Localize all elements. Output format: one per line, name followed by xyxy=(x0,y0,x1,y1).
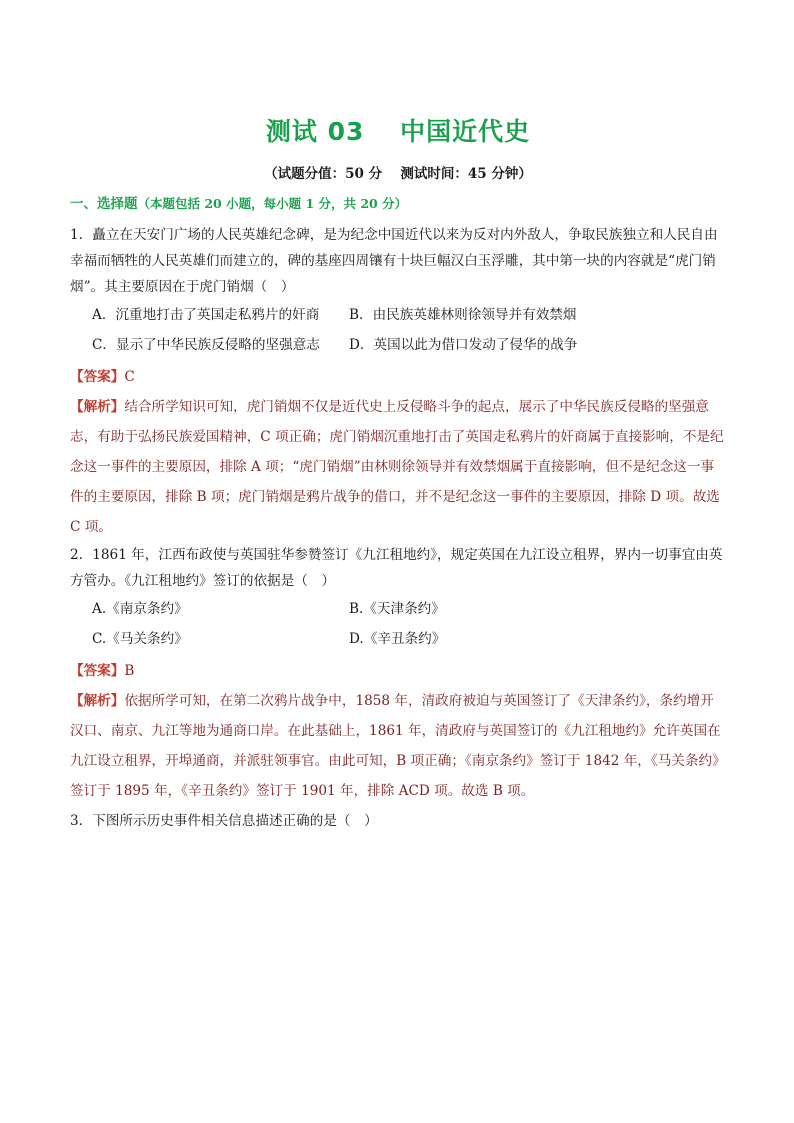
question-1-stem: 1．矗立在天安门广场的人民英雄纪念碑，是为纪念中国近代以来为反对内外敌人，争取民族独立和人民自由幸福而牺牲的人民英雄们而建立的，碑的基座四周镶有十块巨幅汉白玉浮雕，其中第一块的内容就是“虎门销烟”。其主要原因在于虎门销烟（ ） xyxy=(70,227,718,295)
question-2-option-a: A.《南京条约》 xyxy=(92,601,188,617)
question-1-option-a: A．沉重地打击了英国走私鸦片的奸商 xyxy=(92,307,320,323)
section-heading xyxy=(70,192,726,212)
question-2-option-b: B.《天津条约》 xyxy=(349,601,445,617)
question-2-options xyxy=(70,594,726,654)
document-page xyxy=(70,112,726,836)
question-2-stem: 2．1861 年，江西布政使与英国驻华参赞签订《九江租地约》，规定英国在九江设立租界，界内一切事宜由英方管办。《九江租地约》签订的依据是（ ） xyxy=(70,547,723,589)
question-1-option-b: B．由民族英雄林则徐领导并有效禁烟 xyxy=(349,307,577,323)
section-note: （本题包括 20 小题，每小题 1 分，共 20 分） xyxy=(137,196,408,211)
question-2 xyxy=(70,542,726,806)
question-1-explanation xyxy=(70,392,726,542)
answer-value: C xyxy=(124,369,135,385)
question-3-stem: 3．下图所示历史事件相关信息描述正确的是（ ） xyxy=(70,813,378,829)
question-2-answer xyxy=(70,656,726,686)
question-1-answer xyxy=(70,362,726,392)
explanation-tag: 【解析】 xyxy=(70,693,125,709)
explanation-text: 结合所学知识可知，虎门销烟不仅是近代史上反侵略斗争的起点，展示了中华民族反侵略的坚强意志，有助于弘扬民族爱国精神，C 项正确；虎门销烟沉重地打击了英国走私鸦片的奸商属于直接影响，不是纪念这一事件的主要原因，排除 A 项；“虎门销烟”由林则徐领导并有效禁烟属于直接影响，但不是纪念这一事件的主要原因，排除 B 项；虎门销烟是鸦片战争的借口，并不是纪念这一事件的主要原因，排除 D 项。故选 C 项。 xyxy=(70,399,724,535)
answer-tag: 【答案】 xyxy=(70,663,125,679)
question-1 xyxy=(70,222,726,542)
explanation-text: 依据所学可知，在第二次鸦片战争中，1858 年，清政府被迫与英国签订了《天津条约》，条约增开汉口、南京、九江等地为通商口岸。在此基础上，1861 年，清政府与英国签订的《九江租地约》允许英国在九江设立租界，开埠通商，并派驻领事官。由此可知，B 项正确；《南京条约》签订于 1842 年，《马关条约》签订于 1895 年，《辛丑条约》签订于 1901 年，排除 ACD 项。故选 B 项。 xyxy=(70,693,726,799)
question-2-option-d: D.《辛丑条约》 xyxy=(349,631,446,647)
section-heading-label: 一、选择题 xyxy=(70,196,138,212)
question-1-option-d: D．英国以此为借口发动了侵华的战争 xyxy=(349,337,578,353)
page-subtitle: （试题分值：50 分 测试时间：45 分钟） xyxy=(264,166,532,182)
question-2-option-c: C.《马关条约》 xyxy=(92,631,188,647)
question-1-option-c: C．显示了中华民族反侵略的坚强意志 xyxy=(92,337,320,353)
answer-value: B xyxy=(124,663,135,679)
explanation-tag: 【解析】 xyxy=(70,399,125,415)
page-title: 测试 03 中国近代史 xyxy=(265,117,531,146)
question-1-options xyxy=(70,300,726,360)
answer-tag: 【答案】 xyxy=(70,369,125,385)
question-2-explanation xyxy=(70,686,726,806)
question-3 xyxy=(70,806,726,836)
